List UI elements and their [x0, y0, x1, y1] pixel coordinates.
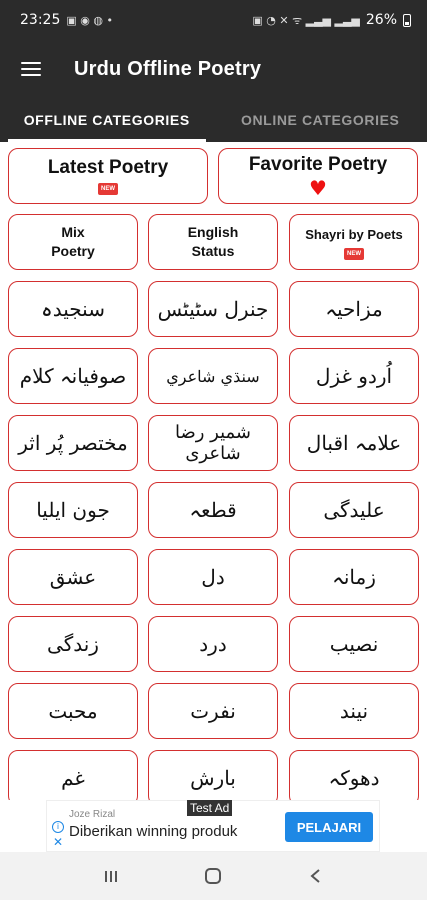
- recent-apps-button[interactable]: [91, 856, 131, 896]
- category-card[interactable]: نفرت: [148, 683, 278, 739]
- battery-icon: [403, 14, 411, 27]
- app-title: Urdu Offline Poetry: [74, 57, 262, 80]
- mix-poetry-label: Mix Poetry: [51, 224, 95, 259]
- ad-cta-button[interactable]: PELAJARI: [285, 812, 373, 842]
- category-card[interactable]: اُردو غزل: [289, 348, 419, 404]
- category-card[interactable]: دل: [148, 549, 278, 605]
- latest-poetry-label: Latest Poetry: [47, 157, 169, 178]
- category-card[interactable]: مختصر پُر اثر: [8, 415, 138, 471]
- category-card[interactable]: زمانہ: [289, 549, 419, 605]
- home-icon: [204, 867, 222, 885]
- notification-icons: ▣ ◉ ◍ •: [66, 13, 113, 27]
- category-grid: [0, 142, 427, 800]
- status-time: 23:25: [20, 12, 61, 28]
- category-card[interactable]: دھوکہ: [289, 750, 419, 800]
- new-badge-icon: NEW: [98, 183, 118, 195]
- ad-banner[interactable]: [46, 800, 380, 852]
- new-badge-icon: NEW: [344, 248, 364, 260]
- category-card[interactable]: غم: [8, 750, 138, 800]
- english-status-button[interactable]: [148, 214, 278, 270]
- english-status-label: English Status: [187, 224, 239, 259]
- menu-button[interactable]: [0, 40, 62, 98]
- category-card[interactable]: سنجیدہ: [8, 281, 138, 337]
- shayri-by-poets-label: Shayri by Poets: [305, 226, 403, 242]
- latest-poetry-button[interactable]: [8, 148, 208, 204]
- mix-poetry-button[interactable]: [8, 214, 138, 270]
- category-card[interactable]: درد: [148, 616, 278, 672]
- category-card[interactable]: بارش: [148, 750, 278, 800]
- category-card[interactable]: مزاحیہ: [289, 281, 419, 337]
- category-card[interactable]: محبت: [8, 683, 138, 739]
- category-card[interactable]: علامہ اقبال: [289, 415, 419, 471]
- category-card[interactable]: جنرل سٹیٹس: [148, 281, 278, 337]
- battery-level: 26%: [365, 12, 397, 28]
- category-card[interactable]: قطعہ: [148, 482, 278, 538]
- category-card[interactable]: علیدگی: [289, 482, 419, 538]
- back-button[interactable]: [296, 856, 336, 896]
- category-card[interactable]: نیند: [289, 683, 419, 739]
- test-ad-tag: Test Ad: [187, 800, 232, 816]
- category-card[interactable]: نصیب: [289, 616, 419, 672]
- category-card[interactable]: عشق: [8, 549, 138, 605]
- signal-icons: ▣ ◔ ✕ ᯤ ▂▃▅ ▂▃▅: [252, 13, 360, 27]
- category-card[interactable]: سنڌي شاعري: [148, 348, 278, 404]
- home-button[interactable]: [193, 856, 233, 896]
- tab-online-categories[interactable]: ONLINE CATEGORIES: [240, 112, 400, 128]
- hamburger-icon: [21, 62, 41, 76]
- status-bar: [0, 0, 427, 40]
- favorite-poetry-button[interactable]: [218, 148, 418, 204]
- category-card[interactable]: جون ایلیا: [8, 482, 138, 538]
- back-icon: [309, 868, 323, 884]
- system-nav-bar: [0, 852, 427, 900]
- tab-bar: [0, 98, 427, 142]
- recent-apps-icon: [103, 868, 119, 884]
- category-card[interactable]: زندگی: [8, 616, 138, 672]
- ad-text: Diberikan winning produk: [69, 823, 238, 840]
- category-card[interactable]: صوفیانہ کلام: [8, 348, 138, 404]
- shayri-by-poets-button[interactable]: [289, 214, 419, 270]
- ad-advertiser: Joze Rizal: [69, 809, 116, 820]
- heart-icon: ♥: [309, 176, 327, 200]
- ad-info-icon[interactable]: i: [52, 821, 64, 833]
- app-bar: [0, 40, 427, 98]
- ad-close-icon[interactable]: ✕: [53, 835, 64, 849]
- favorite-poetry-label: Favorite Poetry: [248, 154, 388, 175]
- tab-offline-categories[interactable]: OFFLINE CATEGORIES: [0, 98, 214, 142]
- category-card[interactable]: شمیر رضا شاعری: [148, 415, 278, 471]
